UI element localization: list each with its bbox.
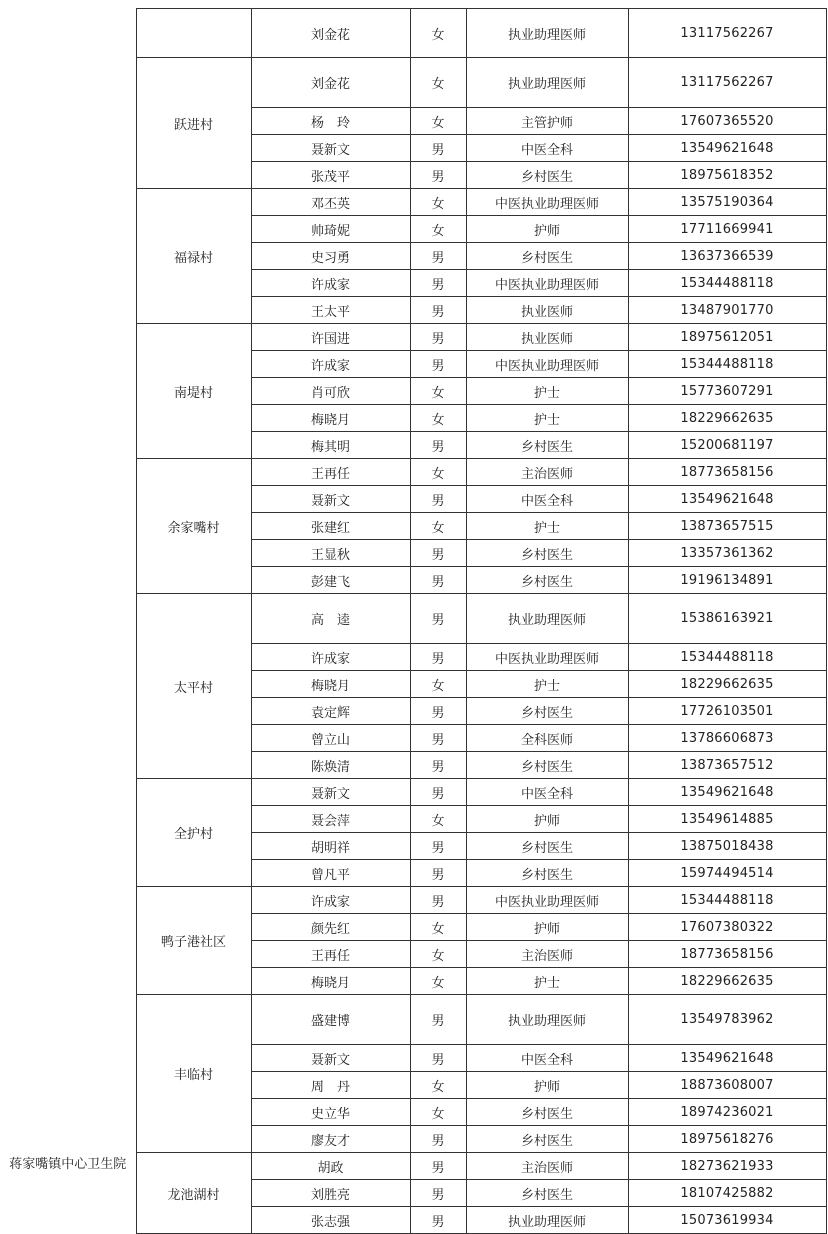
phone-cell: 13549621648 — [628, 779, 826, 806]
table-row — [0, 9, 826, 58]
phone-cell: 13875018438 — [628, 833, 826, 860]
title-cell: 主管护师 — [466, 108, 628, 135]
gender-cell: 男 — [410, 1045, 466, 1072]
phone-cell: 18773658156 — [628, 941, 826, 968]
gender-cell: 男 — [410, 486, 466, 513]
gender-cell: 男 — [410, 752, 466, 779]
title-cell: 执业助理医师 — [466, 58, 628, 108]
name-cell: 刘胜亮 — [251, 1180, 410, 1207]
name-cell: 聂新文 — [251, 1045, 410, 1072]
gender-cell: 女 — [410, 941, 466, 968]
phone-cell: 19196134891 — [628, 567, 826, 594]
name-cell: 聂会萍 — [251, 806, 410, 833]
name-cell: 杨 玲 — [251, 108, 410, 135]
title-cell: 执业助理医师 — [466, 995, 628, 1045]
phone-cell: 13549621648 — [628, 135, 826, 162]
name-cell: 聂新文 — [251, 486, 410, 513]
gender-cell: 女 — [410, 1072, 466, 1099]
gender-cell: 女 — [410, 806, 466, 833]
title-cell: 护士 — [466, 968, 628, 995]
phone-cell: 17607365520 — [628, 108, 826, 135]
village-cell: 丰临村 — [136, 995, 251, 1153]
empty-center-cell — [0, 9, 136, 1153]
phone-cell: 18107425882 — [628, 1180, 826, 1207]
name-cell: 许成家 — [251, 351, 410, 378]
name-cell: 邓丕英 — [251, 189, 410, 216]
gender-cell: 男 — [410, 567, 466, 594]
gender-cell: 男 — [410, 297, 466, 324]
name-cell: 史立华 — [251, 1099, 410, 1126]
name-cell: 廖友才 — [251, 1126, 410, 1153]
phone-cell: 15974494514 — [628, 860, 826, 887]
phone-cell: 13873657515 — [628, 513, 826, 540]
name-cell: 陈焕清 — [251, 752, 410, 779]
title-cell: 护师 — [466, 914, 628, 941]
title-cell: 乡村医生 — [466, 1126, 628, 1153]
gender-cell: 女 — [410, 914, 466, 941]
gender-cell: 女 — [410, 58, 466, 108]
gender-cell: 男 — [410, 432, 466, 459]
gender-cell: 男 — [410, 162, 466, 189]
phone-cell: 18974236021 — [628, 1099, 826, 1126]
gender-cell: 男 — [410, 833, 466, 860]
title-cell: 执业助理医师 — [466, 9, 628, 58]
phone-cell: 18229662635 — [628, 405, 826, 432]
name-cell: 胡政 — [251, 1153, 410, 1180]
name-cell: 许成家 — [251, 270, 410, 297]
name-cell: 王显秋 — [251, 540, 410, 567]
phone-cell: 18229662635 — [628, 671, 826, 698]
name-cell: 曾凡平 — [251, 860, 410, 887]
title-cell: 中医全科 — [466, 486, 628, 513]
title-cell: 乡村医生 — [466, 567, 628, 594]
gender-cell: 女 — [410, 108, 466, 135]
name-cell: 聂新文 — [251, 779, 410, 806]
phone-cell: 17726103501 — [628, 698, 826, 725]
name-cell: 梅其明 — [251, 432, 410, 459]
title-cell: 乡村医生 — [466, 752, 628, 779]
gender-cell: 男 — [410, 887, 466, 914]
phone-cell: 17711669941 — [628, 216, 826, 243]
phone-cell: 13549621648 — [628, 486, 826, 513]
phone-cell: 17607380322 — [628, 914, 826, 941]
gender-cell: 男 — [410, 1180, 466, 1207]
phone-cell: 13549621648 — [628, 1045, 826, 1072]
gender-cell: 男 — [410, 351, 466, 378]
staff-table — [0, 8, 827, 1234]
name-cell: 曾立山 — [251, 725, 410, 752]
title-cell: 中医全科 — [466, 1045, 628, 1072]
name-cell: 许国进 — [251, 324, 410, 351]
gender-cell: 男 — [410, 135, 466, 162]
village-cell: 太平村 — [136, 594, 251, 779]
phone-cell: 13549614885 — [628, 806, 826, 833]
gender-cell: 男 — [410, 324, 466, 351]
title-cell: 中医执业助理医师 — [466, 351, 628, 378]
name-cell: 梅晓月 — [251, 671, 410, 698]
name-cell: 周 丹 — [251, 1072, 410, 1099]
title-cell: 乡村医生 — [466, 860, 628, 887]
village-cell: 全护村 — [136, 779, 251, 887]
gender-cell: 男 — [410, 594, 466, 644]
name-cell: 王太平 — [251, 297, 410, 324]
gender-cell: 女 — [410, 378, 466, 405]
phone-cell: 13549783962 — [628, 995, 826, 1045]
gender-cell: 女 — [410, 405, 466, 432]
phone-cell: 18975618352 — [628, 162, 826, 189]
phone-cell: 15073619934 — [628, 1207, 826, 1234]
phone-cell: 13637366539 — [628, 243, 826, 270]
title-cell: 主治医师 — [466, 459, 628, 486]
gender-cell: 男 — [410, 860, 466, 887]
phone-cell: 15200681197 — [628, 432, 826, 459]
phone-cell: 18273621933 — [628, 1153, 826, 1180]
gender-cell: 女 — [410, 513, 466, 540]
title-cell: 乡村医生 — [466, 698, 628, 725]
title-cell: 乡村医生 — [466, 540, 628, 567]
title-cell: 乡村医生 — [466, 1099, 628, 1126]
title-cell: 主治医师 — [466, 941, 628, 968]
title-cell: 乡村医生 — [466, 1180, 628, 1207]
title-cell: 执业助理医师 — [466, 1207, 628, 1234]
phone-cell: 18975612051 — [628, 324, 826, 351]
phone-cell: 15344488118 — [628, 351, 826, 378]
name-cell: 袁定辉 — [251, 698, 410, 725]
name-cell: 胡明祥 — [251, 833, 410, 860]
gender-cell: 男 — [410, 243, 466, 270]
gender-cell: 女 — [410, 459, 466, 486]
name-cell: 肖可欣 — [251, 378, 410, 405]
name-cell: 帅琦妮 — [251, 216, 410, 243]
gender-cell: 男 — [410, 698, 466, 725]
title-cell: 护士 — [466, 513, 628, 540]
phone-cell: 18773658156 — [628, 459, 826, 486]
phone-cell: 13487901770 — [628, 297, 826, 324]
name-cell: 王再任 — [251, 459, 410, 486]
village-cell: 龙池湖村 — [136, 1153, 251, 1234]
name-cell: 盛建博 — [251, 995, 410, 1045]
gender-cell: 男 — [410, 644, 466, 671]
title-cell: 乡村医生 — [466, 833, 628, 860]
gender-cell: 男 — [410, 779, 466, 806]
gender-cell: 女 — [410, 9, 466, 58]
village-cell: 跃进村 — [136, 58, 251, 189]
phone-cell: 15344488118 — [628, 270, 826, 297]
gender-cell: 女 — [410, 1099, 466, 1126]
title-cell: 执业医师 — [466, 297, 628, 324]
gender-cell: 男 — [410, 995, 466, 1045]
village-cell: 福禄村 — [136, 189, 251, 324]
gender-cell: 女 — [410, 968, 466, 995]
name-cell: 张建红 — [251, 513, 410, 540]
name-cell: 刘金花 — [251, 58, 410, 108]
village-cell: 余家嘴村 — [136, 459, 251, 594]
title-cell: 护师 — [466, 806, 628, 833]
title-cell: 执业医师 — [466, 324, 628, 351]
title-cell: 执业助理医师 — [466, 594, 628, 644]
title-cell: 护师 — [466, 1072, 628, 1099]
name-cell: 张志强 — [251, 1207, 410, 1234]
phone-cell: 13117562267 — [628, 58, 826, 108]
title-cell: 乡村医生 — [466, 243, 628, 270]
name-cell: 梅晓月 — [251, 405, 410, 432]
phone-cell: 13786606873 — [628, 725, 826, 752]
phone-cell: 18229662635 — [628, 968, 826, 995]
name-cell: 聂新文 — [251, 135, 410, 162]
gender-cell: 男 — [410, 1126, 466, 1153]
village-cell: 鸭子港社区 — [136, 887, 251, 995]
gender-cell: 女 — [410, 671, 466, 698]
gender-cell: 男 — [410, 725, 466, 752]
name-cell: 张茂平 — [251, 162, 410, 189]
phone-cell: 13117562267 — [628, 9, 826, 58]
title-cell: 护士 — [466, 378, 628, 405]
title-cell: 主治医师 — [466, 1153, 628, 1180]
phone-cell: 13575190364 — [628, 189, 826, 216]
title-cell: 中医执业助理医师 — [466, 270, 628, 297]
title-cell: 护士 — [466, 405, 628, 432]
gender-cell: 男 — [410, 540, 466, 567]
phone-cell: 13357361362 — [628, 540, 826, 567]
title-cell: 中医执业助理医师 — [466, 644, 628, 671]
gender-cell: 男 — [410, 270, 466, 297]
table-row — [0, 1153, 826, 1180]
title-cell: 乡村医生 — [466, 432, 628, 459]
gender-cell: 女 — [410, 216, 466, 243]
gender-cell: 男 — [410, 1207, 466, 1234]
name-cell: 刘金花 — [251, 9, 410, 58]
name-cell: 梅晓月 — [251, 968, 410, 995]
title-cell: 中医全科 — [466, 779, 628, 806]
phone-cell: 15386163921 — [628, 594, 826, 644]
title-cell: 护师 — [466, 216, 628, 243]
phone-cell: 15344488118 — [628, 887, 826, 914]
name-cell: 颜先红 — [251, 914, 410, 941]
title-cell: 中医执业助理医师 — [466, 189, 628, 216]
phone-cell: 18975618276 — [628, 1126, 826, 1153]
center-name-cell: 蒋家嘴镇中心卫生院 — [0, 1153, 136, 1234]
gender-cell: 男 — [410, 1153, 466, 1180]
name-cell: 王再任 — [251, 941, 410, 968]
phone-cell: 15344488118 — [628, 644, 826, 671]
name-cell: 许成家 — [251, 644, 410, 671]
gender-cell: 女 — [410, 189, 466, 216]
village-cell — [136, 9, 251, 58]
title-cell: 全科医师 — [466, 725, 628, 752]
name-cell: 高 逵 — [251, 594, 410, 644]
name-cell: 彭建飞 — [251, 567, 410, 594]
title-cell: 中医全科 — [466, 135, 628, 162]
title-cell: 护士 — [466, 671, 628, 698]
phone-cell: 13873657512 — [628, 752, 826, 779]
phone-cell: 15773607291 — [628, 378, 826, 405]
village-cell: 南堤村 — [136, 324, 251, 459]
name-cell: 许成家 — [251, 887, 410, 914]
name-cell: 史习勇 — [251, 243, 410, 270]
title-cell: 乡村医生 — [466, 162, 628, 189]
phone-cell: 18873608007 — [628, 1072, 826, 1099]
title-cell: 中医执业助理医师 — [466, 887, 628, 914]
